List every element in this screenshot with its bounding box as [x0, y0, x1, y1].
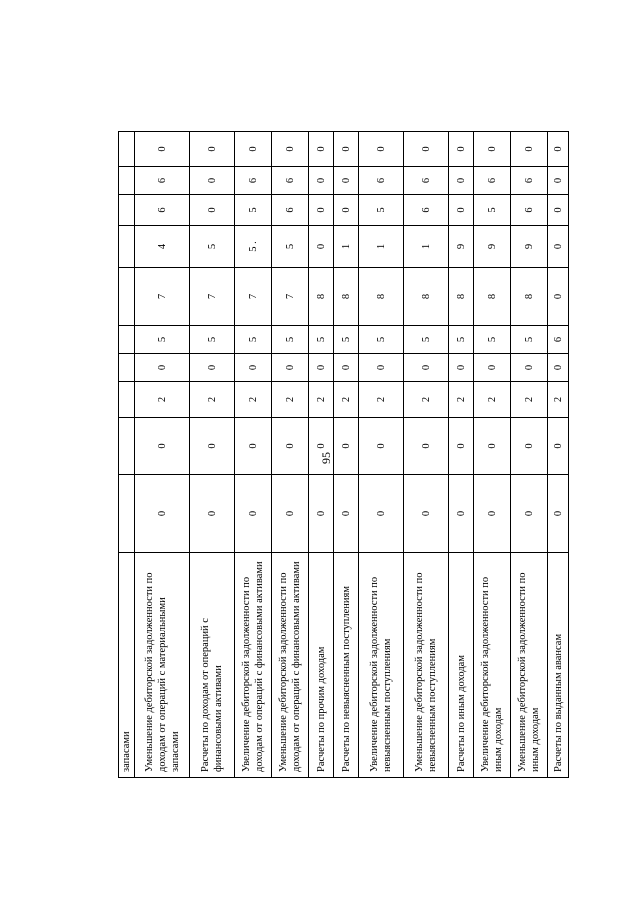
- code-cell: [119, 382, 135, 418]
- code-cell: 6: [272, 167, 309, 195]
- code-cell: 7: [272, 268, 309, 326]
- code-cell: 0: [511, 354, 548, 382]
- code-cell: 0: [135, 475, 190, 553]
- code-cell: 0: [334, 195, 359, 226]
- table-row: [119, 132, 135, 778]
- code-cell: 0: [235, 418, 272, 475]
- code-cell: 0: [548, 418, 569, 475]
- code-cell: 0: [309, 354, 334, 382]
- code-cell: 6: [359, 167, 404, 195]
- code-cell: [119, 195, 135, 226]
- code-cell: 7: [135, 268, 190, 326]
- code-cell: 6: [404, 195, 449, 226]
- code-cell: 6: [272, 195, 309, 226]
- code-cell: 6: [548, 326, 569, 354]
- code-cell: 5: [511, 326, 548, 354]
- code-cell: 0: [511, 418, 548, 475]
- code-cell: 8: [359, 268, 404, 326]
- row-label: Уменьшение дебиторской задолженности по иным доходам: [511, 553, 548, 778]
- code-cell: 5: [272, 226, 309, 268]
- code-cell: 0: [548, 195, 569, 226]
- code-cell: 5: [190, 326, 235, 354]
- code-cell: 0: [334, 132, 359, 167]
- code-cell: 0: [309, 132, 334, 167]
- code-cell: [119, 475, 135, 553]
- code-cell: 0: [272, 475, 309, 553]
- code-cell: 0: [334, 354, 359, 382]
- row-label: Увеличение дебиторской задолженности по невыясненным поступлениям: [359, 553, 404, 778]
- code-cell: 1: [334, 226, 359, 268]
- table-row: [334, 132, 359, 778]
- code-cell: 5: [449, 326, 474, 354]
- row-label: Расчеты по иным доходам: [449, 553, 474, 778]
- code-cell: [119, 326, 135, 354]
- code-cell: 5: [334, 326, 359, 354]
- code-cell: 6: [135, 195, 190, 226]
- code-cell: 2: [272, 382, 309, 418]
- code-cell: 0: [449, 475, 474, 553]
- code-cell: 0: [511, 475, 548, 553]
- code-cell: 5: [272, 326, 309, 354]
- table-row: [190, 132, 235, 778]
- code-cell: 5: [190, 226, 235, 268]
- code-cell: 0: [190, 418, 235, 475]
- code-cell: 5: [235, 326, 272, 354]
- code-cell: 0: [190, 354, 235, 382]
- code-cell: 0: [404, 418, 449, 475]
- code-cell: 0: [404, 354, 449, 382]
- code-cell: 0: [190, 475, 235, 553]
- row-label: Расчеты по невыясненным поступлениям: [334, 553, 359, 778]
- code-cell: 0: [474, 132, 511, 167]
- table-row: [404, 132, 449, 778]
- code-cell: 0: [548, 167, 569, 195]
- code-cell: 6: [135, 167, 190, 195]
- code-cell: 0: [272, 132, 309, 167]
- code-cell: 0: [309, 418, 334, 475]
- table-row: [272, 132, 309, 778]
- code-cell: 0: [548, 226, 569, 268]
- row-label: Расчеты по выданным авансам: [548, 553, 569, 778]
- code-cell: [119, 132, 135, 167]
- code-cell: 0: [190, 195, 235, 226]
- code-cell: 0: [449, 132, 474, 167]
- code-cell: 0: [359, 132, 404, 167]
- code-cell: 8: [474, 268, 511, 326]
- code-cell: 7: [190, 268, 235, 326]
- code-cell: 5: [235, 195, 272, 226]
- code-cell: 0: [449, 195, 474, 226]
- table-row: [474, 132, 511, 778]
- code-cell: 2: [449, 382, 474, 418]
- table-row: [235, 132, 272, 778]
- table-row: [511, 132, 548, 778]
- code-cell: 0: [235, 132, 272, 167]
- row-label: Уменьшение дебиторской задолженности по доходам от операций с материальными запасами: [135, 553, 190, 778]
- code-cell: [119, 354, 135, 382]
- code-cell: 0: [135, 354, 190, 382]
- code-cell: [119, 226, 135, 268]
- code-cell: 0: [309, 475, 334, 553]
- code-cell: [119, 167, 135, 195]
- code-cell: 0: [334, 418, 359, 475]
- code-cell: 5: [474, 326, 511, 354]
- code-cell: 1: [359, 226, 404, 268]
- code-cell: 0: [309, 226, 334, 268]
- table-row: [449, 132, 474, 778]
- code-cell: 5: [309, 326, 334, 354]
- table-row: [548, 132, 569, 778]
- row-label: Расчеты по прочим доходам: [309, 553, 334, 778]
- code-cell: 0: [474, 354, 511, 382]
- code-cell: 0: [359, 354, 404, 382]
- code-cell: 0: [272, 354, 309, 382]
- code-cell: 8: [511, 268, 548, 326]
- row-label: Уменьшение дебиторской задолженности по доходам от операций с финансовыми активами: [272, 553, 309, 778]
- code-cell: 0: [548, 475, 569, 553]
- code-cell: 5: [359, 326, 404, 354]
- code-cell: 0: [449, 167, 474, 195]
- code-cell: 5 .: [235, 226, 272, 268]
- code-cell: 0: [334, 167, 359, 195]
- table-row: [309, 132, 334, 778]
- code-cell: 8: [334, 268, 359, 326]
- code-cell: 2: [135, 382, 190, 418]
- code-cell: 2: [190, 382, 235, 418]
- row-label: Увеличение дебиторской задолженности по иным доходам: [474, 553, 511, 778]
- code-cell: 5: [135, 326, 190, 354]
- code-cell: 0: [404, 132, 449, 167]
- code-cell: 0: [449, 354, 474, 382]
- code-cell: 6: [511, 167, 548, 195]
- page-number: 95: [319, 452, 333, 464]
- code-cell: 0: [135, 132, 190, 167]
- code-cell: 8: [309, 268, 334, 326]
- code-cell: 9: [474, 226, 511, 268]
- table-container: [118, 132, 573, 778]
- code-cell: 0: [235, 475, 272, 553]
- code-cell: 5: [474, 195, 511, 226]
- code-cell: 2: [309, 382, 334, 418]
- code-cell: 0: [190, 167, 235, 195]
- code-cell: 0: [548, 132, 569, 167]
- code-cell: 8: [404, 268, 449, 326]
- code-cell: 2: [548, 382, 569, 418]
- code-cell: 0: [449, 418, 474, 475]
- code-cell: 6: [404, 167, 449, 195]
- code-cell: 0: [474, 418, 511, 475]
- code-cell: 0: [235, 354, 272, 382]
- code-cell: 5: [359, 195, 404, 226]
- code-cell: 9: [511, 226, 548, 268]
- code-cell: 2: [359, 382, 404, 418]
- code-cell: 1: [404, 226, 449, 268]
- row-label: запасами: [119, 553, 135, 778]
- code-cell: 2: [474, 382, 511, 418]
- code-cell: 0: [548, 268, 569, 326]
- code-cell: 2: [404, 382, 449, 418]
- code-cell: 0: [334, 475, 359, 553]
- code-cell: 8: [449, 268, 474, 326]
- code-cell: [119, 268, 135, 326]
- code-cell: 2: [334, 382, 359, 418]
- code-cell: 9: [449, 226, 474, 268]
- accounts-table: [118, 131, 569, 778]
- code-cell: 2: [511, 382, 548, 418]
- code-cell: 0: [548, 354, 569, 382]
- code-cell: 0: [404, 475, 449, 553]
- code-cell: 0: [474, 475, 511, 553]
- row-label: Расчеты по доходам от операций с финансовыми активами: [190, 553, 235, 778]
- code-cell: 0: [309, 167, 334, 195]
- code-cell: 2: [235, 382, 272, 418]
- code-cell: [119, 418, 135, 475]
- code-cell: 6: [511, 195, 548, 226]
- code-cell: 0: [309, 195, 334, 226]
- table-row: [359, 132, 404, 778]
- code-cell: 6: [474, 167, 511, 195]
- code-cell: 0: [511, 132, 548, 167]
- code-cell: 0: [272, 418, 309, 475]
- code-cell: 6: [235, 167, 272, 195]
- row-label: Увеличение дебиторской задолженности по доходам от операций с финансовыми активами: [235, 553, 272, 778]
- row-label: Уменьшение дебиторской задолженности по невыясненным поступлениям: [404, 553, 449, 778]
- code-cell: 0: [359, 418, 404, 475]
- table-row: [135, 132, 190, 778]
- code-cell: 0: [359, 475, 404, 553]
- code-cell: 7: [235, 268, 272, 326]
- code-cell: 4: [135, 226, 190, 268]
- code-cell: 0: [190, 132, 235, 167]
- code-cell: 5: [404, 326, 449, 354]
- code-cell: 0: [135, 418, 190, 475]
